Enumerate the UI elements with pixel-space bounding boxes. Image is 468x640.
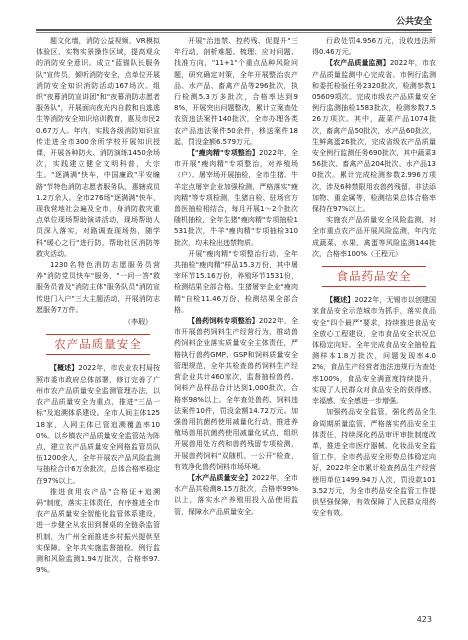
paragraph-label: 【农产品质量监测】: [326, 59, 390, 68]
paragraph-text: 2022年，全市水产品共检测8.15万批次，合格率99%以上，落实水产养殖用投入品使用监管，保障水产品质量安全。: [174, 473, 298, 516]
paragraph: [36, 363, 160, 486]
column-left: [36, 36, 160, 576]
paragraph-text: 2022年，全市开展"瘦肉精"专项整治，对养殖场（户）、屠宰场开展抽检，全市生猪、牛羊定点屠宰企业加强检测，严格落实"瘦肉精"等专项检测，生猪自检、驻场官方兽医抽检相结合，每月开展1～2个批次随机抽检，全年生猪"瘦肉精"专项抽检1531批次，牛羊"瘦肉精"专项抽检310批次，均未检出违禁物质。: [174, 149, 298, 247]
paragraph-label: 【兽药饲料专项整治】: [188, 317, 259, 326]
paragraph: 推进食用农产品"合格证+追溯码"制度，落实主体责任，有序推进全市农产品质量安全智能化监管体系建设，进一步健全从农田到餐桌的全链条监管机制，为广州全面推进乡村振兴提供坚实保障。全年共实施监督抽检、例行监测和风险监测1.94万批次，合格率97.9%。: [36, 487, 160, 575]
header-rule-thin: [36, 32, 432, 33]
paragraph: [174, 316, 298, 473]
paragraph: [312, 58, 436, 215]
paragraph-text: 2022年，市农业农村局按照市委市政府总体部署，修订完善了广州市农产品质量安全监测管理办法，以农产品质量安全为重点，推进"三品一标"及追溯体系建设。全市人间主体12518家，入网主体已管追溯覆盖率100%。以乡镇农产品质量安全监管站为阵点，建立农产品质量安全网格监管员队伍1200余人，全年开展农产品风险监测与抽检合计6万余批次，总体合格率稳定在97%以上。: [36, 364, 161, 485]
section-heading-agricultural-quality: 农产品质量安全: [46, 334, 150, 355]
paragraph: 实施农产品质量安全风险监测，对全市重点农产品开展风险监测，年内完成蔬菜、水果、禽蛋等风险监测144批次，合格率100%（王程元）: [312, 216, 436, 258]
header-rule: [36, 29, 432, 31]
paragraph: 加强药品安全监管，强化药品全生命周期质量监管，严格落实药品安全主体责任，持续深化药品审评审批制度改革，推进全市医疗器械、化妆品安全监管工作，全市药品安全形势总体稳定向好，2022年全市累计检查药品生产经营使用单位1499.94万人次，罚没款1013.52万元，为全市药品安全监管工作提供坚强保障，有效保障了人民群众用药安全有效。: [312, 408, 436, 518]
column-right: [312, 36, 436, 519]
section-title: 公共安全: [395, 17, 432, 27]
paragraph: [312, 295, 436, 407]
byline: （李瑕）: [124, 318, 152, 327]
paragraph-text: 2022年，无锡市以创建国家食品安全示范城市为抓手，落实食品安全"四个最严"要求，持续推进食品安全放心工程建设，全市食品安全状况总体稳定向好。全年完成食品安全抽检监测样本1.8万批次，问题发现率4.02%，食品生产经营者违法违规行为查处率100%，食品安全满意度持续提升，实现了人民群众对食品安全的获得感、幸福感、安全感进一步增强。: [312, 296, 437, 406]
paragraph-label: 【"瘦肉精"专项整治】: [188, 149, 259, 158]
paragraph-text: 2022年，市农产品质量监测中心完成省、市例行监测和委托检验任务2320批次，检测参数105609项次。完成市级农产品质量安全例行监测抽检1583批次，检测参数7.526万项次。其中，蔬菜产品1074批次，畜禽产品50批次，水产品60批次，生鲜禽蛋26批次，完成省级农产品质量安全例行监测任务690批次，其中蔬菜356批次、畜禽产品204批次、水产品130批次。累计完成检测参数2.996万项次，涉及6种禁限用农兽药残留、非法添加物、重金属等，检测结果总体合格率保持在97%以上。: [312, 59, 436, 214]
page-number: 423: [416, 615, 432, 624]
paragraph-label: 【概述】: [326, 296, 355, 305]
paragraph: 行政处罚4.956万元，没收违法所得0.46万元。: [312, 37, 436, 57]
section-heading-food-drug-safety: 食品药品安全: [322, 266, 426, 287]
paragraph-text: 2022年，全市开展兽药饲料生产经营行为，推动兽药饲料企业落实质量安全主体责任，严格执行兽药GMP、GSP和饲料质量安全管理规范，全年共检查兽药饲料生产经营企业共计460家次，监督抽检兽药、饲料产品样品合计达到1,000批次，合格率98%以上。全年查处兽药、饲料违法案件10件，罚没金额14.72万元。加强兽用抗菌药使用减量化行动，推进养殖场兽用抗菌药使用减量化试点，组织开展兽用处方药和兽药残留专项检测，开展兽药饲料"双随机、一公开"检查，有效净化兽药饲料市场环境。: [174, 317, 298, 471]
paragraph-label: 【概述】: [50, 364, 79, 373]
paragraph: [174, 473, 298, 518]
column-middle: [174, 36, 298, 518]
paragraph: 开展"治违禁、控药残、促提升"三年行动，剖析难题、梳理、应对问题、找准方向，"11+1"个重点品种风险问题，研究确定对策，全年开展整治农产品、水产品、畜禽产品等296批次，执行检测5.3万多批次，合格率达到98%，开展突出问题整改，累计立案查处农资违法案件140批次，全市办理各类农产品违法案件50余件，移送案件18起，罚没金额6.579万元。: [174, 37, 298, 146]
paragraph: 1230名特色消防志愿服务员营养"消防党员快车"服务，"一问一答"救服务员普及"消防主体"服务队员"消防宣传进门入户"三大主题活动，开展消防志愿服务7万件。: [36, 261, 160, 314]
paragraph: 开展"瘦肉精"专项整治行动，全年共抽检"瘦肉精"样品15.3万份，其中屠宰环节15.16万份，养殖环节1531份，检测结果全部合格。生猪屠宰企业"瘦肉精"自检11.46万份，检测结果全部合格。: [174, 249, 298, 314]
paragraph-label: 【水产品质量安全】: [188, 473, 252, 482]
paragraph: [174, 148, 298, 249]
paragraph: 题文化墙，消防公益视频、VR模拟体验区、实物实景操作区域，提高观众的消防安全意识。成立"蓝锚队长服务队"宣传员，倾听消防安全，点单位开展消防安全知识消防活动167场次。组织"夜幕消防宣讲团"和"夜幕消防志愿者服务队"，开展面向夜光内自救和自逃逃生等消防安全知识培训教育，惠及市民20.67万人。年内，实践各级消防知识宣传走进全市300余所学校开展知识授课，开展各种防火、消防演练1450余场次，实践建立健全文明科普，大宗生。"逐满满"快车，中国廉政"平安瞳路"节特色消防志愿者服务队，惠辖成员1.2万余人。全市276场"逐满满"快车，现我营地社会遍及全市，身消防救灾重点单位现场帮助演讲活动，现场帮助人员深入落实，对路调查现场热，随学科"暖心之行"进行防，帮助社区消防等救灾活动。: [36, 37, 160, 258]
